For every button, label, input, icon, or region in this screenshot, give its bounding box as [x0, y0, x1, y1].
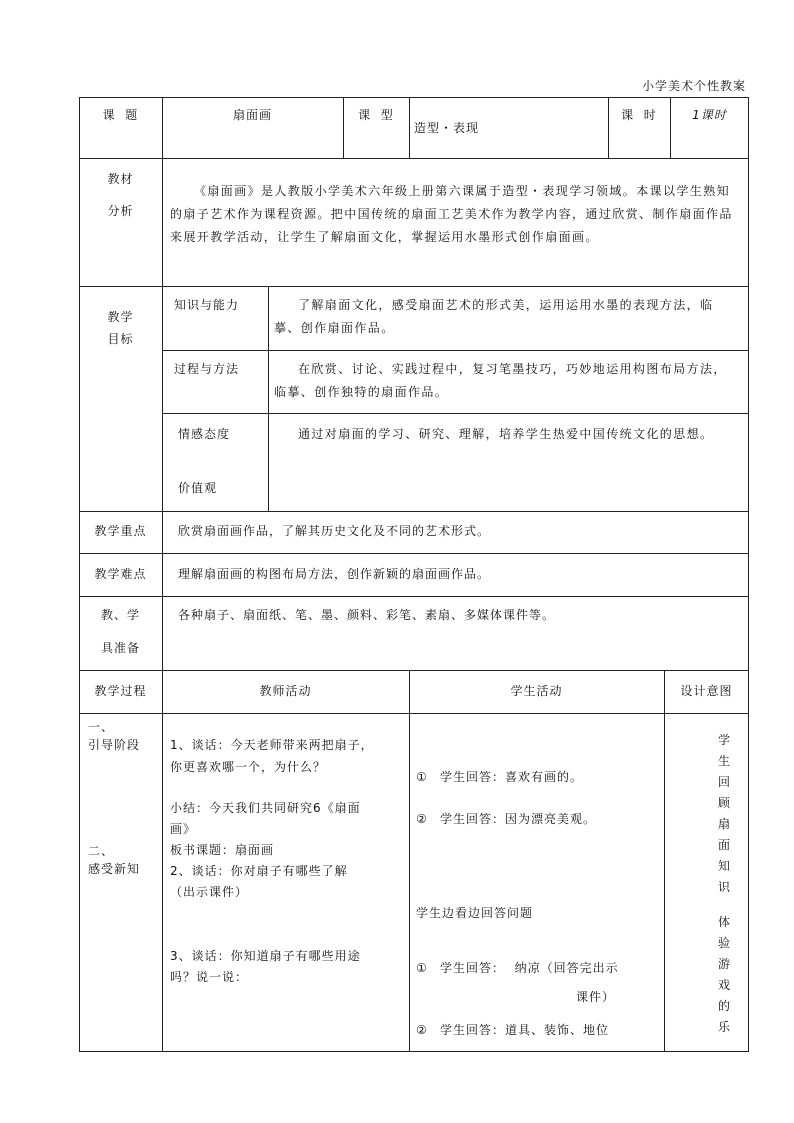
emotion-label-line2: 价值观: [178, 481, 218, 495]
student-answer2-number: ②: [416, 812, 428, 826]
intent-char: 的: [717, 999, 730, 1013]
intent-char: 学: [717, 733, 730, 747]
knowledge-label: 知识与能力: [174, 298, 240, 312]
row-divider: [79, 286, 749, 287]
header-teacher-activity: 教师活动: [259, 684, 312, 698]
analysis-label-line1: 教材: [107, 172, 134, 186]
header-process: 教学过程: [94, 684, 147, 698]
intent-gap: [706, 898, 742, 912]
goals-label-line2: 目标: [107, 332, 134, 346]
hours-label: 课 时: [621, 108, 657, 122]
intent-char: 顾: [717, 796, 730, 810]
student-watch-intro: 学生边看边回答问题: [416, 906, 534, 920]
intent-char: 识: [717, 880, 730, 894]
hours-value: 1课时: [692, 108, 727, 122]
intent-char: 面: [717, 838, 730, 852]
type-value: 造型・表现: [414, 121, 480, 135]
process-method-text: 在欣赏、讨论、实践过程中，复习笔墨技巧，巧妙地运用构图布局方法，临摹、创作独特的扇面作品。: [274, 362, 727, 399]
intent-char: 戏: [717, 978, 730, 992]
row-divider: [162, 350, 749, 351]
intent-char: 回: [717, 775, 730, 789]
goals-label-line1: 教学: [107, 310, 134, 324]
design-intent-vertical-text: [706, 730, 742, 1038]
key-point-text: 欣赏扇面画作品，了解其历史文化及不同的艺术形式。: [178, 524, 491, 538]
teacher-talk1-line1: 1、谈话：今天老师带来两把扇子，: [170, 738, 374, 752]
header-student-activity: 学生活动: [510, 684, 563, 698]
row-divider: [79, 511, 749, 512]
knowledge-text: 了解扇面文化，感受扇面艺术的形式美，运用运用水墨的表现方法，临摹、创作扇面作品。: [274, 298, 714, 335]
teacher-talk3-line2: 吗？说一说：: [170, 970, 249, 984]
row-divider: [79, 553, 749, 554]
document-title: 小学美术个性教案: [641, 79, 746, 93]
stage2-name: 感受新知: [88, 862, 141, 876]
key-point-label: 教学重点: [94, 524, 147, 538]
student-answer1-number: ①: [416, 770, 428, 784]
intent-char: 体: [717, 915, 730, 929]
intent-char: 验: [717, 936, 730, 950]
row-divider: [79, 596, 749, 597]
intent-char: 生: [717, 754, 730, 768]
student-answer4-text: 学生回答：道具、装饰、地位: [440, 1023, 610, 1037]
intent-char: 乐: [717, 1020, 730, 1034]
column-divider: [409, 670, 410, 1052]
student-answer2-text: 学生回答：因为漂亮美观。: [440, 812, 597, 826]
column-divider: [409, 97, 410, 158]
topic-value: 扇面画: [232, 108, 272, 122]
teacher-talk3-line1: 3、谈话：你知道扇子有哪些用途: [170, 949, 361, 963]
teacher-summary-line1: 小结：今天我们共同研究6《扇面: [170, 801, 361, 815]
intent-char: 游: [717, 957, 730, 971]
stage2-number: 二、: [88, 844, 115, 858]
difficulty-text: 理解扇面画的构图布局方法，创作新颖的扇面画作品。: [178, 567, 491, 581]
student-answer3-text: 学生回答： 纳凉（回答完出示: [440, 961, 619, 975]
process-method-label: 过程与方法: [174, 362, 240, 376]
row-divider: [79, 158, 749, 159]
emotion-label-line1: 情感态度: [178, 427, 231, 441]
teacher-talk1-line2: 你更喜欢哪一个，为什么？: [170, 760, 327, 774]
teacher-talk2-line1: 2、谈话：你对扇子有哪些了解: [170, 864, 348, 878]
student-answer1-text: 学生回答：喜欢有画的。: [440, 770, 584, 784]
emotion-text: 通过对扇面的学习、研究、理解，培养学生热爱中国传统文化的思想。: [298, 427, 714, 441]
intent-char: 扇: [717, 817, 730, 831]
column-divider: [268, 286, 269, 511]
column-divider: [664, 670, 665, 1052]
stage1-name: 引导阶段: [88, 738, 141, 752]
difficulty-label: 教学难点: [94, 567, 147, 581]
stage1-number: 一、: [88, 720, 115, 734]
prep-label-line1: 教、学: [100, 608, 140, 622]
row-divider: [162, 413, 749, 414]
column-divider: [162, 97, 163, 1052]
student-answer3-number: ①: [416, 961, 428, 975]
row-divider: [79, 713, 749, 714]
intent-char: 知: [717, 859, 730, 873]
header-design-intent: 设计意图: [680, 684, 733, 698]
type-label: 课 型: [358, 108, 394, 122]
analysis-text: 《扇面画》是人教版小学美术六年级上册第六课属于造型・表现学习领域。本课以学生熟知的扇子艺术作为课程资源。把中国传统的扇面工艺美术作为教学内容，通过欣赏、制作扇面作品来展开教学活动，让学生了解扇面文化，掌握运用水墨形式创作扇面画。: [170, 184, 733, 244]
analysis-label-line2: 分析: [107, 204, 134, 218]
teacher-board-title: 板书课题：扇面画: [170, 843, 275, 857]
teacher-talk2-line2: （出示课件）: [170, 885, 249, 899]
topic-label: 课 题: [102, 108, 139, 122]
student-answer3-continued: 课件）: [576, 990, 616, 1004]
teacher-summary-line2: 画》: [170, 822, 197, 836]
student-answer4-number: ②: [416, 1023, 428, 1037]
prep-text: 各种扇子、扇面纸、笔、墨、颜料、彩笔、素扇、多媒体课件等。: [178, 608, 556, 622]
row-divider: [79, 670, 749, 671]
prep-label-line2: 具准备: [100, 641, 140, 655]
